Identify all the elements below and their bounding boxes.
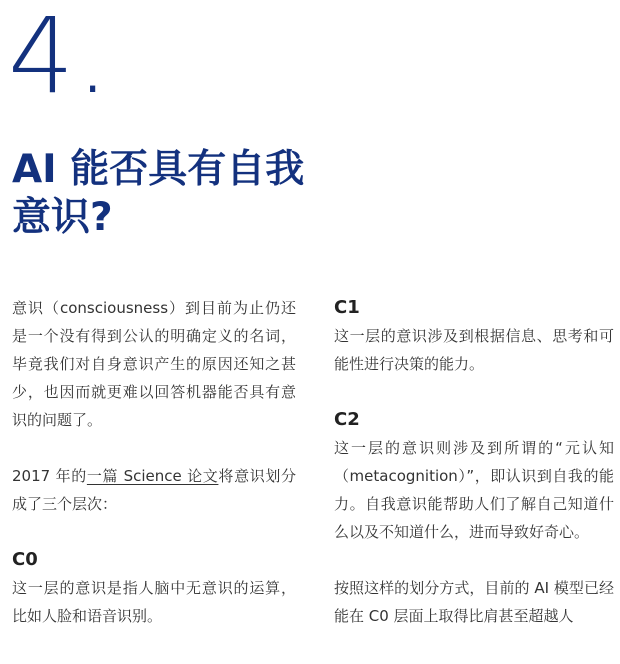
spacer: [334, 378, 614, 406]
c2-heading: C2: [334, 409, 360, 430]
c0-description: 这一层的意识是指人脑中无意识的运算，比如人脸和语音识别。: [12, 579, 296, 625]
levels-intro-before: 2017 年的: [12, 467, 87, 485]
c1-heading: C1: [334, 297, 360, 318]
right-column: [334, 294, 614, 630]
levels-intro-after: 将意识划分成了三个层次：: [12, 467, 296, 513]
science-paper-link[interactable]: 一篇 Science 论文: [86, 467, 219, 485]
c2-description: 这一层的意识则涉及到所谓的“元认知（metacognition）”，即认识到自我的能力。自我意识能帮助人们了解自己知道什么以及不知道什么，进而导致好奇心。: [334, 439, 614, 541]
levels-intro-paragraph: [12, 462, 296, 518]
section-number: 4.: [8, 0, 112, 117]
section-title: AI 能否具有自我意识?: [12, 147, 305, 240]
spacer: [334, 546, 614, 574]
spacer: [12, 518, 296, 546]
left-column: [12, 294, 296, 630]
spacer: [12, 434, 296, 462]
intro-paragraph: 意识（consciousness）到目前为止仍还是一个没有得到公认的明确定义的名词，毕竟我们对自身意识产生的原因还知之甚少，也因而就更难以回答机器能否具有意识的问题了。: [12, 299, 296, 429]
c1-description: 这一层的意识涉及到根据信息、思考和可能性进行决策的能力。: [334, 327, 614, 373]
c0-heading: C0: [12, 549, 38, 570]
closing-paragraph: 按照这样的划分方式，目前的 AI 模型已经能在 C0 层面上取得比肩甚至超越人: [334, 579, 614, 625]
